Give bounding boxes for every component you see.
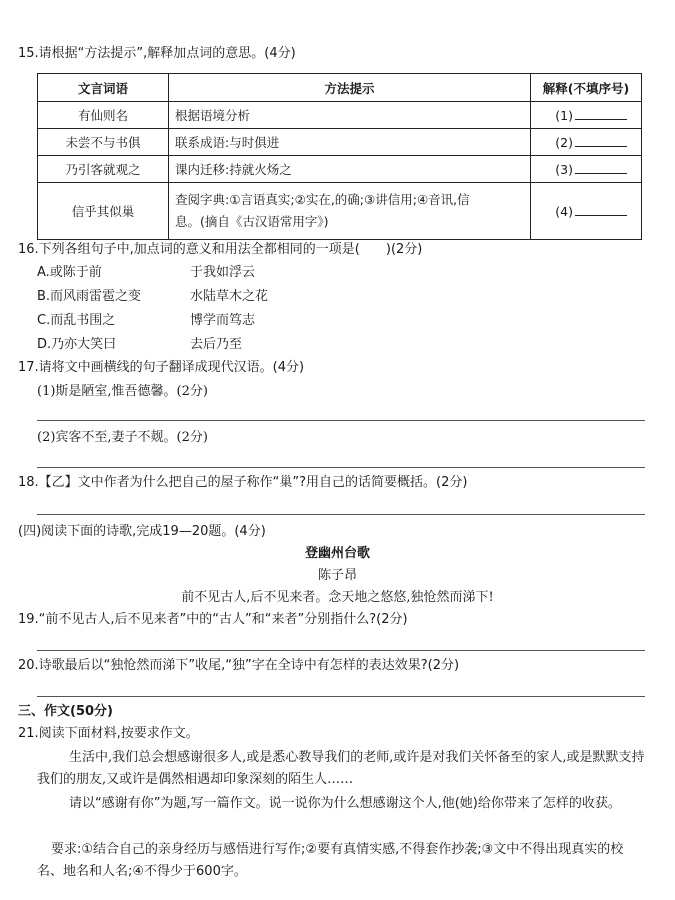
q21-task: 请以“感谢有你”为题,写一篇作文。说一说你为什么想感谢这个人,他(她)给你带来了怎样的收获。	[69, 796, 621, 811]
option-d-left[interactable]: D.乃亦大笑曰	[37, 337, 117, 352]
option-b-left[interactable]: B.而风雨雷雹之变	[37, 289, 142, 304]
poem-text: 前不见古人,后不见来者。念天地之悠悠,独怆然而涕下!	[181, 590, 494, 605]
q21-requirements: 要求:①结合自己的亲身经历与感悟进行写作;②要有真情实感,不得套作抄袭;③文中不得出现真实的校名、地名和人名;④不得少于600字。	[37, 842, 624, 879]
option-c-left[interactable]: C.而乱书围之	[37, 313, 116, 328]
table-header-row	[38, 74, 642, 102]
hint-line: 息。(摘自《古汉语常用字》)	[175, 214, 329, 229]
poem-author: 陈子昂	[317, 568, 357, 583]
answer-line[interactable]	[37, 696, 645, 697]
col-header-hint: 方法提示	[169, 74, 531, 102]
answer-blank[interactable]	[575, 203, 627, 216]
table-row	[38, 129, 642, 156]
word-cell: 信乎其似巢	[38, 183, 169, 240]
blank-label: (4)	[555, 204, 573, 219]
answer-cell[interactable]	[531, 129, 642, 156]
hint-cell	[169, 183, 531, 240]
answer-line[interactable]	[37, 420, 645, 421]
q17-sentence-2: (2)宾客不至,妻子不觌。(2分)	[37, 430, 208, 445]
table-row	[38, 183, 642, 240]
word-cell: 未尝不与书俱	[38, 129, 169, 156]
col-header-answer: 解释(不填序号)	[531, 74, 642, 102]
blank-label: (1)	[555, 108, 573, 123]
q15-table	[37, 73, 642, 240]
answer-cell[interactable]	[531, 156, 642, 183]
answer-cell[interactable]	[531, 183, 642, 240]
word-cell: 乃引客就观之	[38, 156, 169, 183]
option-d-right: 去后乃至	[190, 337, 243, 352]
table-row	[38, 156, 642, 183]
answer-line[interactable]	[37, 467, 645, 468]
col-header-word: 文言词语	[38, 74, 169, 102]
q16-stem: 16.下列各组句子中,加点词的意义和用法全都相同的一项是( )(2分)	[18, 242, 423, 257]
hint-cell: 根据语境分析	[169, 102, 531, 129]
answer-cell[interactable]	[531, 102, 642, 129]
q21-stem: 21.阅读下面材料,按要求作文。	[18, 726, 199, 741]
section-3-heading: 三、作文(50分)	[18, 704, 113, 719]
section-4-heading: (四)阅读下面的诗歌,完成19—20题。(4分)	[18, 524, 266, 539]
q17-sentence-1: (1)斯是陋室,惟吾德馨。(2分)	[37, 384, 208, 399]
q17-stem: 17.请将文中画横线的句子翻译成现代汉语。(4分)	[18, 360, 305, 375]
q20-stem: 20.诗歌最后以“独怆然而涕下”收尾,“独”字在全诗中有怎样的表达效果?(2分)	[18, 658, 460, 673]
answer-line[interactable]	[37, 514, 645, 515]
blank-label: (2)	[555, 135, 573, 150]
blank-label: (3)	[555, 162, 573, 177]
answer-line[interactable]	[37, 650, 645, 651]
option-b-right: 水陆草木之花	[190, 289, 269, 304]
q19-stem: 19.“前不见古人,后不见来者”中的“古人”和“来者”分别指什么?(2分)	[18, 612, 408, 627]
word-cell: 有仙则名	[38, 102, 169, 129]
option-a-right: 于我如浮云	[190, 265, 256, 280]
option-a-left[interactable]: A.或陈于前	[37, 265, 102, 280]
q15-stem: 15.请根据“方法提示”,解释加点词的意思。(4分)	[18, 46, 296, 61]
hint-line: 查阅字典:①言语真实;②实在,的确;③讲信用;④音讯,信	[175, 192, 470, 207]
q21-material: 生活中,我们总会想感谢很多人,或是悉心教导我们的老师,或许是对我们关怀备至的家人,或是默默支持我们的朋友,又或许是偶然相遇却印象深刻的陌生人……	[37, 750, 645, 787]
table-row	[38, 102, 642, 129]
hint-cell: 联系成语:与时俱进	[169, 129, 531, 156]
answer-blank[interactable]	[575, 107, 627, 120]
answer-blank[interactable]	[575, 134, 627, 147]
option-c-right: 博学而笃志	[190, 313, 256, 328]
answer-blank[interactable]	[575, 161, 627, 174]
q18-stem: 18.【乙】文中作者为什么把自己的屋子称作“巢”?用自己的话简要概括。(2分)	[18, 475, 468, 490]
poem-title: 登幽州台歌	[304, 546, 370, 561]
hint-cell: 课内迁移:持就火炀之	[169, 156, 531, 183]
